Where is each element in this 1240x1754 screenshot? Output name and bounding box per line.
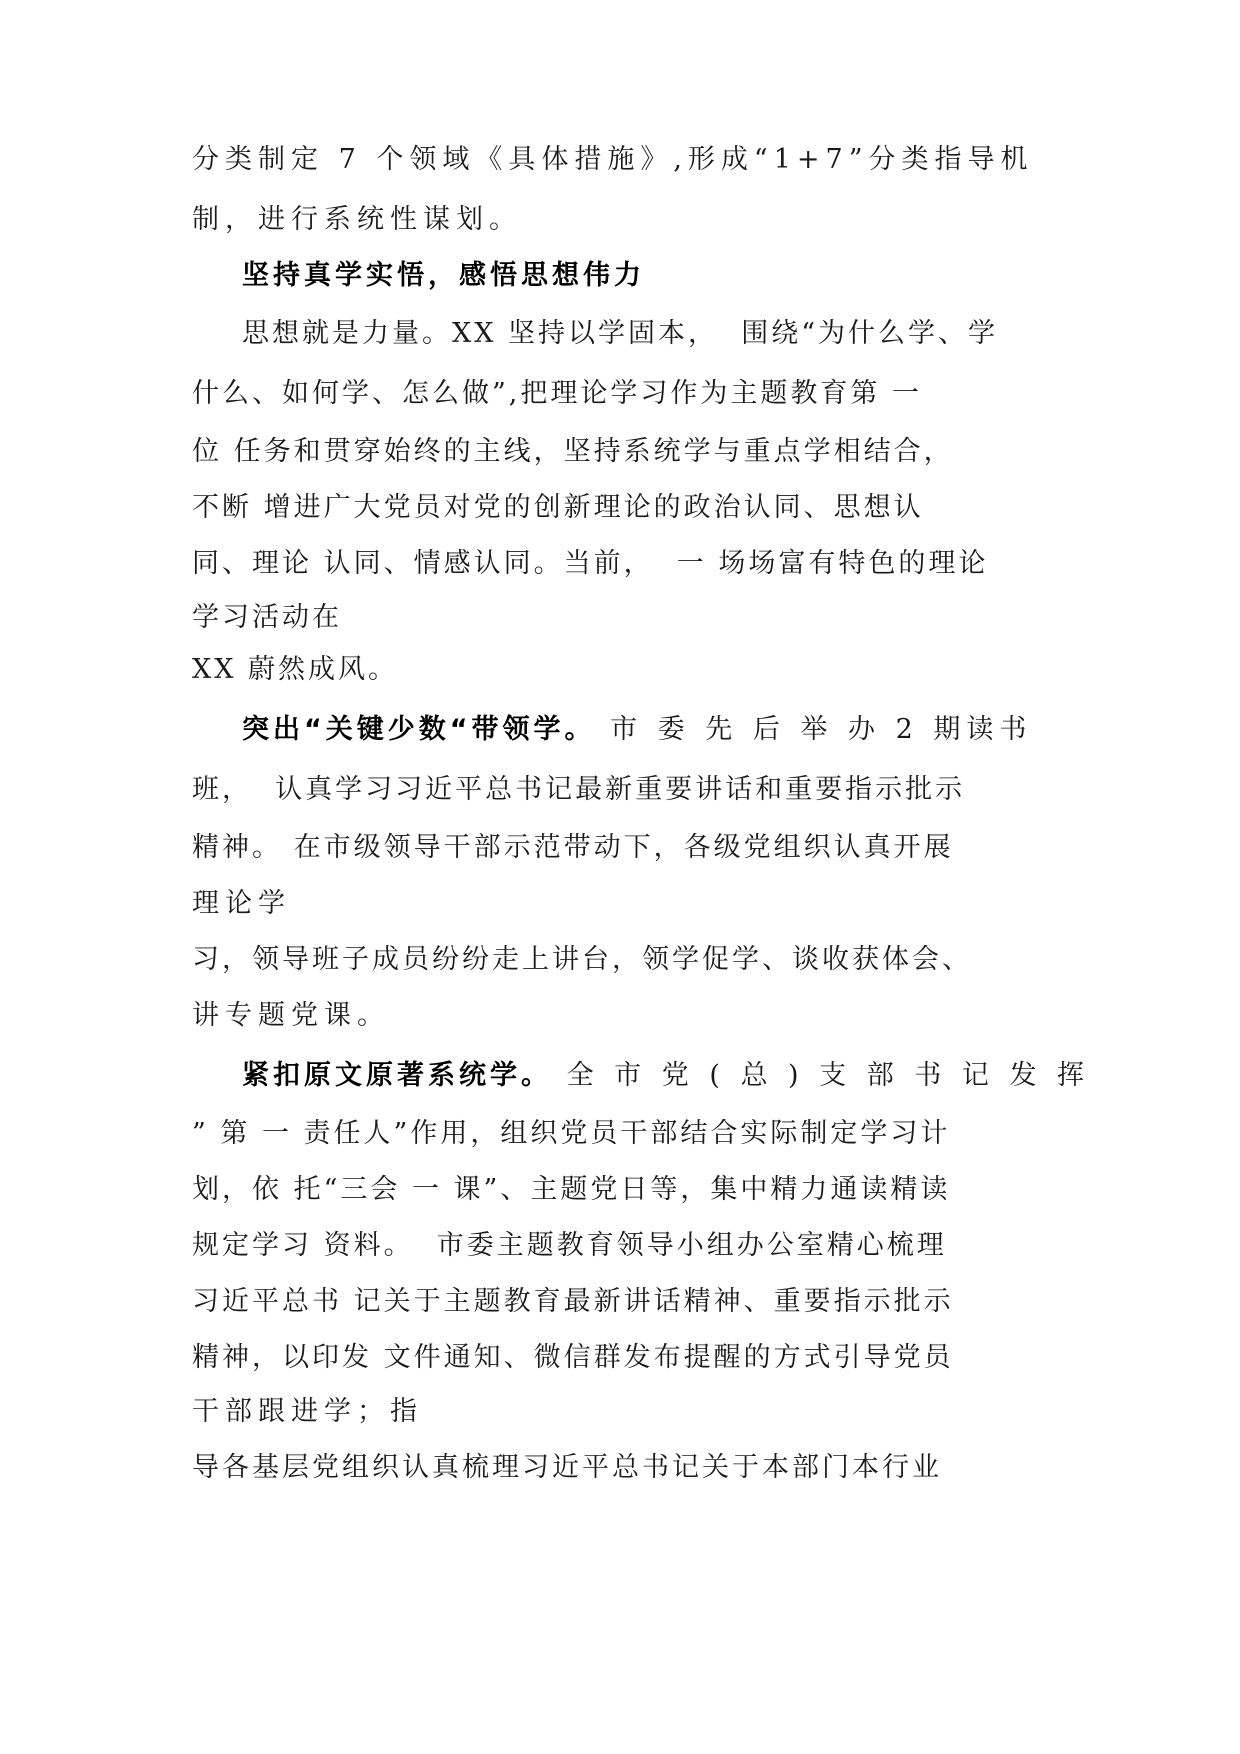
paragraph-3-line-3: 精神。 在市级领导干部示范带动下，各级党组织认真开展 bbox=[192, 832, 954, 863]
paragraph-3-line-2: 班， 认真学习习近平总书记最新重要讲话和重要指示批示 bbox=[192, 774, 966, 805]
paragraph-1-line-2: 制，进行系统性谋划。 bbox=[192, 204, 522, 235]
paragraph-2-line-6: 学习活动在 bbox=[192, 602, 342, 633]
paragraph-4-line-5: 习近平总书 记关于主题教育最新讲话精神、重要指示批示 bbox=[192, 1286, 954, 1317]
paragraph-3-line-6: 讲专题党课。 bbox=[192, 1000, 390, 1031]
paragraph-2-line-5: 同、理论 认同、情感认同。当前， 一 场场富有特色的理论 bbox=[192, 548, 989, 579]
paragraph-4-line-2: ” 第 一 责任人”作用，组织党员干部结合实际制定学习计 bbox=[192, 1118, 951, 1149]
paragraph-4-line-8: 导各基层党组织认真梳理习近平总书记关于本部门本行业 bbox=[192, 1452, 942, 1483]
paragraph-2-line-7: XX 蔚然成风。 bbox=[192, 654, 399, 685]
paragraph-2-line-1: 思想就是力量。XX 坚持以学固本， 围绕“为什么学、学 bbox=[242, 318, 998, 349]
paragraph-1-line-1: 分类制定 7 个领域《具体措施》,形成“1+7”分类指导机 bbox=[192, 144, 1034, 175]
paragraph-3-line-5: 习，领导班子成员纷纷走上讲台，领学促学、谈收获体会、 bbox=[192, 944, 972, 975]
paragraph-2-line-3: 位 任务和贯穿始终的主线，坚持系统学与重点学相结合， bbox=[192, 436, 954, 467]
paragraph-4-lead: 紧扣原文原著系统学。 bbox=[242, 1060, 552, 1091]
paragraph-3-lead: 突出“关键少数“带领学。 bbox=[242, 714, 596, 745]
paragraph-4-line-1 bbox=[242, 1058, 1090, 1094]
paragraph-2-line-4: 不断 增进广大党员对党的创新理论的政治认同、思想认 bbox=[192, 492, 924, 523]
paragraph-4-line-7: 干部跟进学；指 bbox=[192, 1396, 423, 1427]
section-heading: 坚持真学实悟，感悟思想伟力 bbox=[242, 260, 645, 291]
paragraph-3-line-1-rest: 市 委 先 后 举 办 2 期读书 bbox=[595, 714, 1033, 745]
paragraph-4-line-6: 精神，以印发 文件通知、微信群发布提醒的方式引导党员 bbox=[192, 1342, 954, 1373]
paragraph-4-line-3: 划，依 托“三会 一 课”、主题党日等，集中精力通读精读 bbox=[192, 1174, 951, 1205]
paragraph-3-line-4: 理论学 bbox=[192, 888, 291, 919]
paragraph-4-line-1-rest: 全 市 党 ( 总 ) 支 部 书 记 发 挥 bbox=[552, 1060, 1091, 1091]
paragraph-3-line-1 bbox=[242, 712, 1032, 748]
paragraph-4-line-4: 规定学习 资料。 市委主题教育领导小组办公室精心梳理 bbox=[192, 1230, 947, 1261]
paragraph-2-line-2: 什么、如何学、怎么做”,把理论学习作为主题教育第 一 bbox=[192, 378, 922, 409]
